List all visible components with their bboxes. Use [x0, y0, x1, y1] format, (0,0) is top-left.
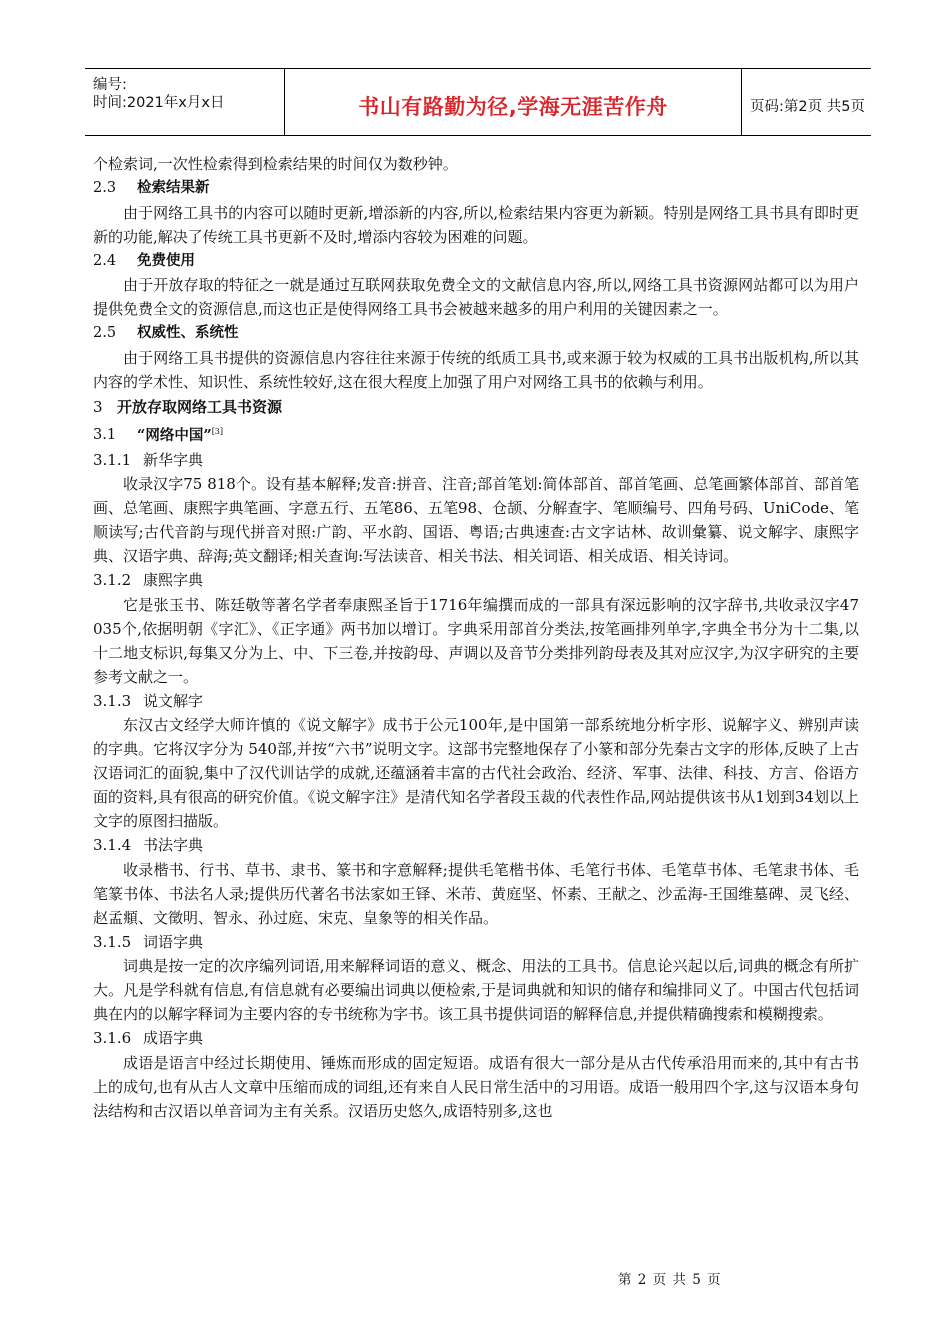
- header-motto: 书山有路勤为径,学海无涯苦作舟: [358, 95, 668, 119]
- section-3-heading: 3 开放存取网络工具书资源: [93, 397, 283, 416]
- section-3-1-1-text: 收录汉字75 818个。设有基本解释;发音:拼音、注音;部首笔划:简体部首、部首笔画、总笔画繁体部首、部首笔画、总笔画、康熙字典笔画、字意五行、五笔86、五笔98、仓颉、分解查字、笔顺编号、四角号码、UniCode、笔顺读写;古代音韵与现代拼音对照:广韵、平水韵、国语、粤语;古典速查:古文字诂林、故训彙纂、说文解字、康熙字典、汉语字典、辞海;英文翻译;相关查询:写法读音、相关书法、相关词语、相关成语、相关诗词。: [93, 475, 859, 566]
- header-info-cell: [85, 69, 285, 135]
- paragraph-intro: 个检索词,一次性检索得到检索结果的时间仅为数秒钟。: [93, 155, 458, 173]
- section-2-5-heading: 2.5 权威性、系统性: [93, 324, 239, 341]
- section-3-1-5-text: 词典是按一定的次序编列词语,用来解释词语的意义、概念、用法的工具书。信息论兴起以后,词典的概念有所扩大。凡是学科就有信息,有信息就有必要编出词典以便检索,于是词典就和知识的储存和编排同义了。中国古代包括词典在内的以解字释词为主要内容的专书统称为字书。该工具书提供词语的解释信息,并提供精确搜索和模糊搜索。: [93, 957, 859, 1024]
- section-3-1-3-text: 东汉古文经学大师许慎的《说文解字》成书于公元100年,是中国第一部系统地分析字形、说解字义、辨别声读的字典。它将汉字分为 540部,并按“六书”说明文字。这部书完整地保存了小篆和部分先秦古文字的形体,反映了上古汉语词汇的面貌,集中了汉代训诂学的成就,还蕴涵着丰富的古代社会政治、经济、军事、法律、科技、方言、俗语方面的资料,具有很高的研究价值。《说文解字注》是清代知名学者段玉裁的代表性作品,网站提供该书从1划到34划以上文字的原图扫描版。: [93, 716, 859, 831]
- section-3-1-2-heading: 3.1.2 康熙字典: [93, 571, 204, 590]
- section-3-1-2-text: 它是张玉书、陈廷敬等著名学者奉康熙圣旨于1716年编撰而成的一部具有深远影响的汉字辞书,共收录汉字47 035个,依据明朝《字汇》、《正字通》两书加以增订。字典采用部首分类法,按笔画排列单字,字典全书分为十二集,以十二地支标识,每集又分为上、中、下三卷,并按韵母、声调以及音节分类排列韵母表及其对应汉字,为汉字研究的主要参考文献之一。: [93, 595, 859, 686]
- section-3-1-6-text: 成语是语言中经过长期使用、锤炼而形成的固定短语。成语有很大一部分是从古代传承沿用而来的,其中有古书上的成句,也有从古人文章中压缩而成的词组,还有来自人民日常生活中的习用语。成语一般用四个字,这与汉语本身句法结构和古汉语以单音词为主有关系。汉语历史悠久,成语特别多,这也: [93, 1053, 859, 1120]
- section-3-1-4-text: 收录楷书、行书、草书、隶书、篆书和字意解释;提供毛笔楷书体、毛笔行书体、毛笔草书体、毛笔隶书体、毛笔篆书体、书法名人录;提供历代著名书法家如王铎、米芾、黄庭坚、怀素、王献之、沙孟海-王国维墓碑、灵飞经、赵孟頫、文徵明、智永、孙过庭、宋克、皇象等的相关作品。: [93, 860, 859, 927]
- section-2-4-text: 由于开放存取的特征之一就是通过互联网获取免费全文的文献信息内容,所以,网络工具书资源网站都可以为用户提供免费全文的资源信息,而这也正是使得网络工具书会被越来越多的用户利用的关键因素之一。: [93, 276, 859, 318]
- section-3-1-3-heading: 3.1.3 说文解字: [93, 691, 204, 710]
- section-2-3-heading: 2.3 检索结果新: [93, 179, 210, 196]
- page-header: [85, 68, 871, 136]
- section-2-3-text: 由于网络工具书的内容可以随时更新,增添新的内容,所以,检索结果内容更为新颖。特别是网络工具书具有即时更新的功能,解决了传统工具书更新不及时,增添内容较为困难的问题。: [93, 203, 859, 246]
- document-body: [93, 152, 859, 1123]
- section-3-1-5-heading: 3.1.5 词语字典: [93, 932, 204, 951]
- section-2-5-text: 由于网络工具书提供的资源信息内容往往来源于传统的纸质工具书,或来源于较为权威的工具书出版机构,所以其内容的学术性、知识性、系统性较好,这在很大程度上加强了用户对网络工具书的依赖与利用。: [93, 348, 859, 391]
- header-motto-cell: [285, 69, 742, 135]
- page-footer: 第 2 页 共 5 页: [618, 1272, 722, 1288]
- document-number-label: 编号:: [93, 77, 127, 93]
- section-2-4-heading: 2.4 免费使用: [93, 251, 195, 269]
- citation-ref: [3]: [211, 426, 224, 436]
- header-page-info: 页码:第2页 共5页: [750, 98, 865, 115]
- section-3-1-4-heading: 3.1.4 书法字典: [93, 836, 204, 855]
- section-3-1-1-heading: 3.1.1 新华字典: [93, 450, 204, 469]
- document-date-label: 时间:2021年x月x日: [93, 95, 225, 111]
- section-3-1-6-heading: 3.1.6 成语字典: [93, 1029, 204, 1048]
- section-3-1-heading: 3.1 “网络中国”[3]: [93, 426, 224, 444]
